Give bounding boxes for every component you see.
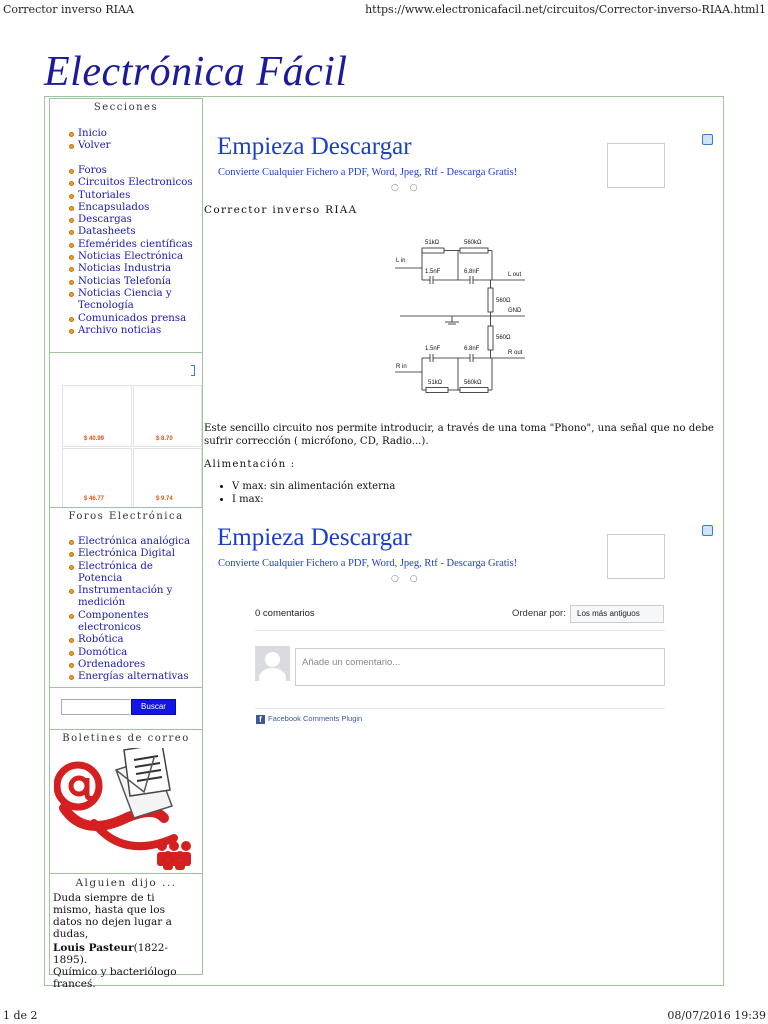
quote-title: Alguien dijo ... [75,877,177,889]
sidebar-nav-link[interactable]: Noticias Industria [68,263,198,275]
sidebar-boletines-box [49,729,203,875]
print-header-url: https://www.electronicafacil.net/circuitos/Corrector-inverso-RIAA.html1 [365,3,766,16]
print-footer-datetime: 08/07/2016 19:39 [667,1009,766,1022]
comment-input[interactable]: Añade un comentario... [295,648,665,686]
ad-title[interactable]: Empieza Descargar [217,133,412,160]
foros-nav-link[interactable]: Electrónica de Potencia [68,561,198,586]
comment-count: 0 comentarios [255,608,315,619]
sidebar-nav-link[interactable]: Comunicados prensa [68,313,198,325]
riaa-circuit-diagram [390,232,540,400]
avatar [255,646,290,681]
sidebar-nav-link[interactable]: Circuitos Electronicos [68,177,198,189]
label-gnd: GND [508,308,522,314]
sidebar-nav-link[interactable]: Noticias Telefonía [68,276,198,288]
alimentacion-item: • I max: [232,493,395,506]
quote-description: Químico y bacteriólogo franceś. [53,966,177,990]
sidebar-nav-link[interactable]: Descargas [68,214,198,226]
comments-divider [255,630,665,631]
alimentacion-item: • V max: sin alimentación externa [232,480,395,493]
product-price: $ 9.74 [156,496,173,502]
label-c15-top: 1.5nF [425,269,441,275]
sidebar-foros-box [49,507,203,689]
site-title[interactable]: Electrónica Fácil [44,49,348,95]
alimentacion-list [220,480,395,506]
quote-author: Louis Pasteur [53,942,134,954]
label-r560k-top: 560kΩ [464,240,482,246]
label-l-out: L out [508,272,522,278]
quote-text: Duda siempre de ti mismo, hasta que los datos no dejen lugar a dudas, [53,892,172,940]
foros-nav-link[interactable]: Domótica [68,647,198,659]
foros-nav-link[interactable]: Componentes electronicos [68,610,198,635]
label-r-out: R out [508,350,523,356]
ad-info-icon[interactable] [702,525,713,536]
newsletter-icon[interactable] [54,748,198,870]
sort-label: Ordenar por: [512,608,566,619]
sidebar-nav-link[interactable]: Volver [68,140,198,152]
label-c68-top: 6.8nF [464,269,480,275]
sort-select[interactable]: Los más antiguos [570,605,664,623]
label-c15-bot: 1.5nF [425,346,441,352]
foros-title: Foros Electrónica [68,511,184,522]
search-button[interactable]: Buscar [131,699,176,715]
ad-subtitle[interactable]: Convierte Cualquier Fichero a PDF, Word, Jpeg, Rtf - Descarga Gratis! [218,167,518,178]
foros-nav-link[interactable]: Ordenadores [68,659,198,671]
label-r560-a: 560Ω [496,298,511,304]
product-price: $ 8.70 [156,436,173,442]
facebook-icon[interactable]: f [256,715,265,724]
foros-nav-link[interactable]: Electrónica analógica [68,536,198,548]
print-header-title: Corrector inverso RIAA [3,3,134,16]
sidebar-nav-link[interactable]: Efemérides científicas [68,239,198,251]
ad-info-icon[interactable] [702,134,713,145]
sidebar-product-ad[interactable] [49,352,203,509]
sidebar-nav-link[interactable]: Foros [68,165,198,177]
product-price: $ 46.77 [84,496,105,502]
label-c68-bot: 6.8nF [464,346,480,352]
foros-nav-link[interactable]: Energías alternativas [68,671,198,683]
foros-nav-link[interactable]: Electrónica Digital [68,548,198,560]
label-r51k-top: 51kΩ [425,240,440,246]
sidebar-nav-link[interactable]: Noticias Ciencia y Tecnología [68,288,198,313]
article-heading: Corrector inverso RIAA [204,204,358,216]
ad-image[interactable] [607,534,665,579]
label-r-in: R in [396,364,407,370]
sidebar-nav-link[interactable]: Encapsulados [68,202,198,214]
boletines-title: Boletines de correo [62,733,190,744]
foros-nav-link[interactable]: Robótica [68,634,198,646]
sidebar-nav-link[interactable]: Datasheets [68,226,198,238]
ad-subtitle[interactable]: Convierte Cualquier Fichero a PDF, Word, Jpeg, Rtf - Descarga Gratis! [218,558,518,569]
sidebar-nav-link[interactable]: Inicio [68,128,198,140]
quote-years: (1822-1895). [53,942,168,966]
sidebar-search-box [49,687,203,731]
ad-image[interactable] [607,143,665,188]
sidebar-secciones-box [49,98,203,354]
secciones-title: Secciones [93,102,159,113]
sidebar-nav-link[interactable]: Noticias Electrónica [68,251,198,263]
label-l-in: L in [396,258,406,264]
ad-pager-dots[interactable]: ○ ○ [391,183,422,193]
sidebar-nav-link[interactable]: Tutoriales [68,190,198,202]
ad-choices-icon[interactable] [191,365,195,376]
label-r560-b: 560Ω [496,335,511,341]
facebook-plugin-link[interactable]: Facebook Comments Plugin [268,714,363,723]
ad-title[interactable]: Empieza Descargar [217,524,412,551]
print-footer-page: 1 de 2 [3,1009,38,1022]
sidebar-quote-box [49,873,203,990]
alimentacion-label: Alimentación : [204,459,296,470]
label-r560k-bot: 560kΩ [464,380,482,386]
sidebar-nav-link[interactable]: Archivo noticias [68,325,198,337]
foros-nav-link[interactable]: Instrumentación y medición [68,585,198,610]
label-r51k-bot: 51kΩ [428,380,443,386]
plugin-divider [255,708,665,709]
product-price: $ 40.99 [84,436,105,442]
ad-pager-dots[interactable]: ○ ○ [391,574,422,584]
article-paragraph: Este sencillo circuito nos permite introducir, a través de una toma "Phono", una señal que no debe sufrir corrección ( micrófono, CD, Radio...). [204,423,714,447]
search-input[interactable] [61,699,130,715]
